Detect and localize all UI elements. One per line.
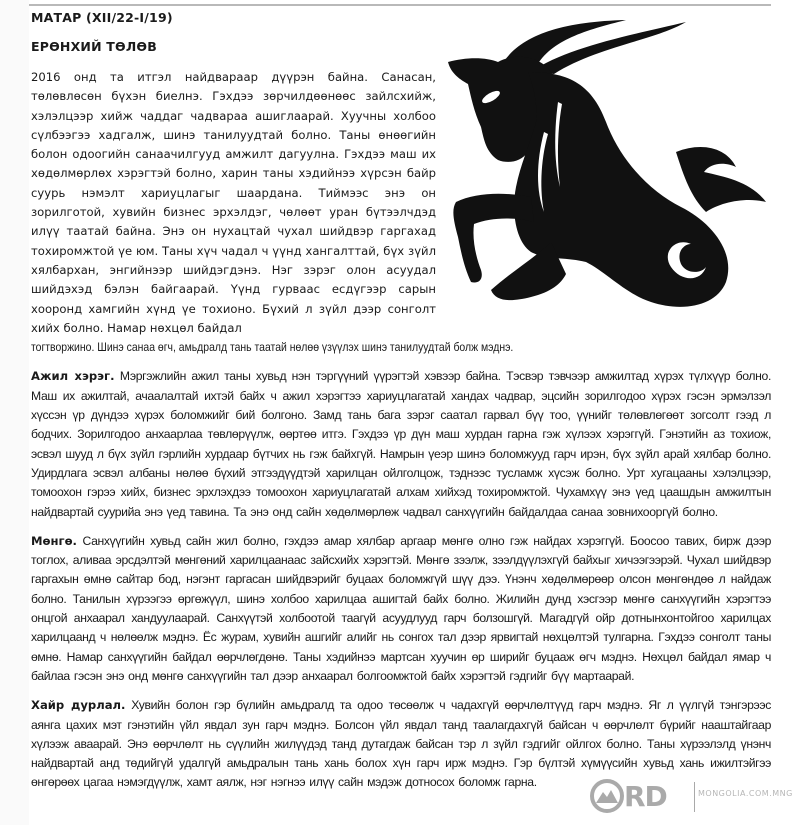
section-love: [31, 696, 771, 792]
general-outlook-paragraph-end: тогтворжино. Шинэ санаа өгч, амьдралд тань таатай нөлөө үзүүлэх шинэ танилуудтай болж мэднэ.: [31, 341, 514, 355]
section-career-heading: Ажил хэрэг.: [31, 369, 115, 384]
section-love-heading: Хайр дурлал.: [31, 698, 126, 713]
section-heading-general: ЕРӨНХИЙ ТӨЛӨВ: [31, 39, 157, 54]
section-career-text: Мэргэжлийн ажил таны хувьд нэн тэргүүний үүрэгтэй хэвээр байна. Тэсвэр тэвчээр амжилтад хүрэх түлхүүр болно. Маш их ажилтай, ачаалалтай ихтэй байх ч ажил хэрэгтээ хариуцлагатай хандах чадвар, эцсийн зорилгодоо хүрэх гэсэн эрмэлзэл хүссэн үр дүндээ хүрэх боломжийг бий болгоно. Замд тань бага зэрэг саатал гарвал бүү тоо, үүнийг төлөвлөгөөт зогсолт гээд л бодчих. Зорилгодоо анхаарлаа төвлөрүүлж, өөртөө итгэ. Гэхдээ үр дүн маш хурдан гарна гэж хүлээх хэрэггүй. Гэнэтийн аз тохиож, эсвэл шууд л бүх зүйл гэрлийн хурдаар бүтчих нь гэж байхгүй. Намрын үеэр шинэ боломжууд гарч ирэн, бүх зүйл арай хялбар болно. Удирдлага эсвэл албаны нөлөө бүхий этгээдүүдтэй харилцан ойлголцож, тэднээс тусламж хүсэж болно. Урт хугацааны хэлэлцээр, томоохон гэрээ хийх, бизнес эрхлэхдээ томоохон хариуцлагатай алхам хийхэд тохиромжтой. Чухамхүү энэ үед цаашдын амжилтын найдвартай суурийа энэ үед тавина. Та энэ онд сайн хөдөлмөрлөж чадвал санхүүгийн байдалдаа санаа зовнихооргүй болно.: [31, 369, 771, 519]
capricorn-image: [436, 12, 771, 310]
left-gutter: [0, 0, 29, 825]
section-money-text: Санхүүгийн хувьд сайн жил болно, гэхдээ амар хялбар аргаар мөнгө олно гэж найдах хэрэггүй. Боосоо тавих, бирж дээр тоглох, аливаа эрсдэлтэй мөнгөний харилцаанаас зайсхийх хэрэгтэй. Мөнгө зээлж, зээлдүүлэхгүй байхыг хичээгээрэй. Чухал шийдвэр гаргахын өмнө сайтар бод, нэгэнт гаргасан шийдвэрийг буцаах боломжгүй шүү дээ. Үнэнч хөдөлмөрөөр олсон мөнгөндөө л найдаж болно. Танилын хүрээгээ өргөжүүл, шинэ холбоо харилцаа ашигтай байх болно. Жилийн дунд хэсгээр мөнгө санхүүгийн хэрэгтээ онцгой анхаарал хандуулаарай. Санхүүтэй холбоотой таагүй асуудлууд гарч болзошгүй. Магадгүй ойр дотнынхонтойгоо харилцах харилцаанд ч нөлөөлж мэднэ. Ёс журам, хувийн ашгийг алийг нь сонгох тал дээр ярвигтай нөхцөлтэй тулгарна. Гэхдээ сонголт таны өмнө. Намар санхүүгийн байдал өөрчлөгдөнө. Таны хэдийнээ мартсан хуучин өр ширийг буцааж өгч мэднэ. Нөхцөл байдал ямар ч байлаа гэсэн энэ онд мөнгө санхүүгийн тал дээр анхаарал болгоомжтой байх хэрэгтэй гэдгийг бүү мартаарай.: [31, 533, 771, 683]
section-career: [31, 367, 771, 521]
article-title: МАТАР (XII/22-I/19): [31, 10, 173, 25]
section-money-heading: Мөнгө.: [31, 533, 77, 548]
general-outlook-paragraph: 2016 онд та итгэл найдвараар дүүрэн байна. Санасан, төлөвлөсөн бүхэн биелнэ. Гэхдээ зөрчилдөөнөөс зайлсхийж, хэлэлцээр хийж чаддаг чадвараа ашиглаарай. Хуучны холбоо сүлбээгээ хадгалж, шинэ танилуудтай болно. Таны өнөөгийн болон одоогийн санаачилгууд амжилт дагуулна. Гэхдээ маш их хөдөлмөрлөх хэрэгтэй болно, харин таны хэдийнээ хүрсэн байр суурь нэмэлт хариуцлагыг шаардана. Тиймээс энэ он зорилготой, хувийн бизнес эрхэлдэг, чөлөөт уран бүтээлчдэд илүү таатай байна. Энэ он нухацтай чухал шийдвэр гаргахад тохиромжтой үе юм. Таны хүч чадал ч үүнд хангалттай, бүх зүйл хялбархан, энгийнээр шийдэгдэнэ. Нэг зэрэг олон асуудал шийдэхэд бэлэн байгаарай. Үүнд гурваас есдүгээр сарын хооронд хамгийн хүнд үе тохионо. Бүхий л зүйл дээр сонголт хийх болно. Намар нөхцөл байдал: [31, 70, 436, 335]
top-divider: [29, 4, 771, 6]
section-love-text: Хувийн болон гэр бүлийн амьдралд та одоо төсөөлж ч чадахгүй өөрчлөлтүүд гарч мэднэ. Яг л үүлгүй тэнгэрээс аянга цахих мэт гэнэтийн үйл явдал зун гарч мэднэ. Болсон үйл явдал танд таалагдахгүй байсан ч өөрчлөлт бүрийг нааштайгаар хүлээж аваарай. Энэ өөрчлөлт нь сүүлийн жилүүдэд танд дутагдаж байсан тэр л зүйл гэдгийг ойлгох болно. Таны хүрээлэлд үнэнч найдвартай анд төдийгүй удалгүй амьдралын тань хань болох хүн гарч ирж мэднэ. Гэр бүлтэй хүмүүсийн хувьд хань ижилтэйгээ өнгөрөөх цагаа нэмэгдүүлж, хамт аялж, нэг нэгнээ илүү сайн мэдэж дотносох боломж гарна.: [31, 698, 771, 790]
watermark-logo-text: RD: [624, 780, 667, 813]
watermark-subtext: MONGOLIA.COM.MNG: [698, 789, 793, 798]
section-money: [31, 532, 771, 686]
capricorn-icon: [436, 12, 771, 310]
